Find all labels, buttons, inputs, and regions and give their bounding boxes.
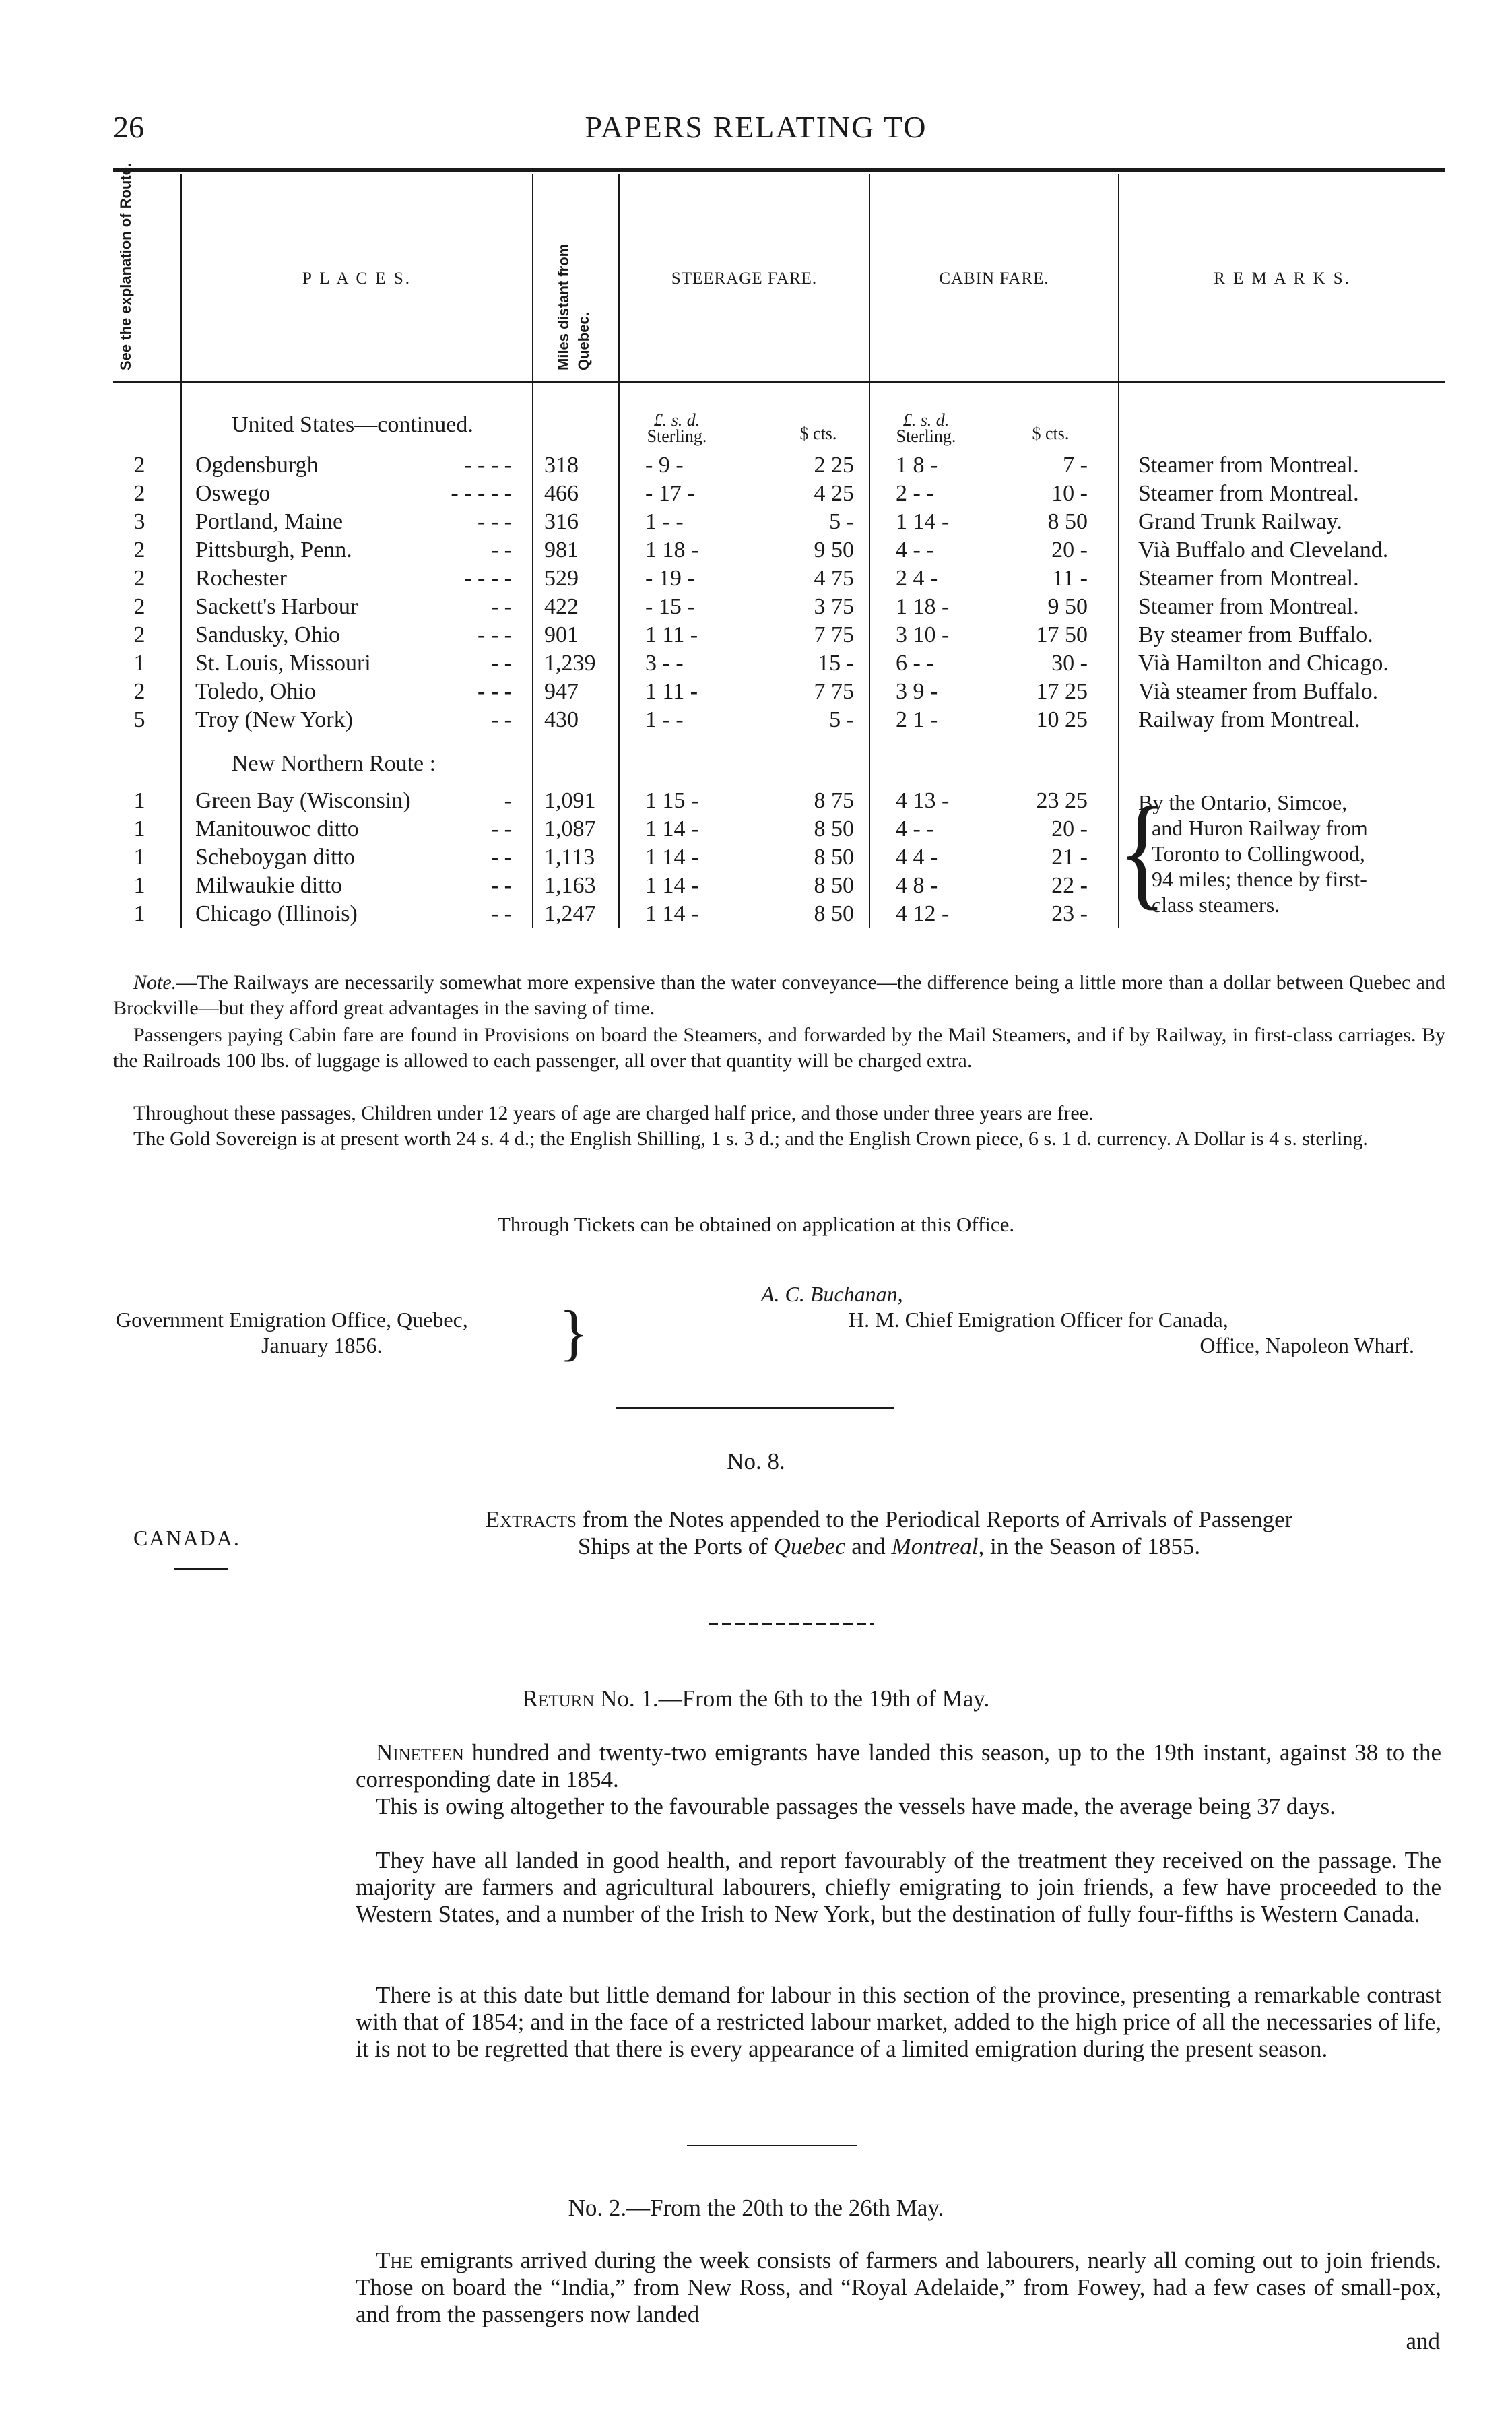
route-number: 2 (133, 622, 145, 647)
port-montreal: Montreal, (891, 1533, 985, 1559)
row-remark: Vià Buffalo and Cleveland. (1138, 538, 1389, 562)
cabin-sterling: 4 4 - (896, 845, 938, 870)
steerage-dollars: 3 75 (814, 594, 854, 619)
steerage-sterling: - 19 - (645, 566, 695, 591)
cabin-dollars: 30 - (1051, 651, 1088, 676)
miles-distance: 981 (544, 538, 579, 562)
cabin-dollars: 20 - (1051, 538, 1088, 562)
return-2-heading: No. 2.—From the 20th to the 26th May. (568, 2195, 944, 2221)
section-number: No. 8. (727, 1448, 785, 1475)
return-1-heading (0, 1685, 1512, 1712)
route-number: 3 (133, 509, 145, 534)
route-number: 2 (133, 481, 145, 506)
leader-dots: - - (490, 816, 512, 841)
cabin-dollars: 7 - (1063, 453, 1088, 478)
table-row (0, 538, 1512, 566)
steerage-dollars: 8 50 (814, 845, 854, 870)
steerage-sterling: 1 18 - (645, 538, 699, 562)
return-1-paragraph-4: There is at this date but little demand for labour in this section of the province, presenting a remarkable contrast with that of 1854; and in the face of a restricted labour market, added to the high price of all the necessaries of life, it is not to be regretted that there is every appearance of a limited emigration during the present season. (356, 1982, 1441, 2062)
margin-label-canada: CANADA. (133, 1526, 240, 1550)
return-1-paragraph-2: This is owing altogether to the favourable passages the vessels have made, the average being 37 days. (376, 1793, 1336, 1819)
steerage-sterling: 1 14 - (645, 816, 699, 841)
cabin-dollars: 21 - (1051, 845, 1088, 870)
steerage-sterling: 1 14 - (645, 873, 699, 898)
table-row (0, 509, 1512, 538)
steerage-dollars: 5 - (829, 509, 854, 534)
place-name: Rochester (195, 566, 287, 591)
cabin-sterling: 3 9 - (896, 679, 938, 704)
sterling-label: Sterling. (647, 426, 707, 446)
signatory (734, 1281, 1414, 1358)
remark-line: By the Ontario, Simcoe, (1138, 790, 1348, 814)
remark-line: Toronto to Collingwood, (1152, 841, 1365, 866)
cabin-dollars: 8 50 (1047, 509, 1088, 534)
cabin-sterling: 4 12 - (896, 901, 950, 926)
steerage-dollar-units: $ cts. (799, 424, 837, 443)
leader-dots: - - (490, 707, 512, 732)
cabin-sterling: 4 13 - (896, 788, 950, 813)
cabin-dollars: 10 - (1051, 481, 1088, 506)
table-row (0, 651, 1512, 679)
place-name: Troy (New York) (195, 707, 353, 732)
remark-line: and Huron Railway from (1152, 816, 1368, 840)
place-name: Sandusky, Ohio (195, 622, 341, 647)
cabin-dollars: 23 - (1051, 901, 1088, 926)
cabin-sterling: 1 14 - (896, 509, 950, 534)
table-row (0, 707, 1512, 736)
steerage-sterling: 1 15 - (645, 788, 699, 813)
section-rule (616, 1407, 894, 1409)
cabin-sterling: 6 - - (896, 651, 934, 676)
remarks-header: R E M A R K S. (1214, 269, 1351, 288)
cabin-sterling-units (882, 412, 970, 445)
miles-distance: 1,247 (544, 901, 596, 926)
note-text: —The Railways are necessarily somewhat more expensive than the water conveyance—the difference being a little more than a dollar between Quebec and Brockville—but they afford great advantages in the saving of time. (113, 971, 1445, 1019)
table-row (0, 622, 1512, 651)
place-name: Ogdensburgh (195, 453, 319, 478)
row-remark: Steamer from Montreal. (1138, 481, 1359, 506)
steerage-sterling-units (633, 412, 721, 445)
catchword: and (1406, 2328, 1440, 2354)
miles-distance: 1,163 (544, 873, 596, 898)
leader-dots: - - - - - (451, 481, 512, 506)
cabin-sterling: 2 4 - (896, 566, 938, 591)
remarks-brace: { (1118, 781, 1166, 922)
leader-dots: - (504, 788, 512, 813)
steerage-sterling: 1 14 - (645, 901, 699, 926)
section-title-united-states: United States—continued. (232, 412, 473, 437)
steerage-sterling: 1 - - (645, 707, 684, 732)
miles-distance: 318 (544, 453, 579, 478)
miles-header: Miles distant from Quebec. (555, 243, 592, 370)
steerage-dollars: 7 75 (814, 679, 854, 704)
cabin-sterling: 2 - - (896, 481, 934, 506)
extracts-word: Extracts (485, 1506, 577, 1532)
place-name: Oswego (195, 481, 271, 506)
place-name: Chicago (Illinois) (195, 901, 358, 926)
place-name: Scheboygan ditto (195, 845, 356, 870)
route-number: 1 (133, 816, 145, 841)
steerage-dollars: 5 - (829, 707, 854, 732)
steerage-dollars: 4 75 (814, 566, 854, 591)
row-remark: Steamer from Montreal. (1138, 566, 1359, 591)
page-number: 26 (113, 110, 144, 144)
route-number: 2 (133, 594, 145, 619)
place-name: Milwaukie ditto (195, 873, 343, 898)
cabin-dollars: 23 25 (1036, 788, 1088, 813)
leader-dots: - - - (478, 509, 512, 534)
place-name: Portland, Maine (195, 509, 343, 534)
section-rule (687, 2145, 857, 2146)
miles-distance: 430 (544, 707, 579, 732)
miles-distance: 947 (544, 679, 579, 704)
steerage-dollars: 4 25 (814, 481, 854, 506)
miles-distance: 316 (544, 509, 579, 534)
lead-word: The (376, 2247, 413, 2273)
return-1-title: No. 1.—From the 6th to the 19th of May. (600, 1685, 990, 1712)
steerage-sterling: 1 11 - (645, 622, 698, 647)
steerage-dollars: 2 25 (814, 453, 854, 478)
miles-distance: 422 (544, 594, 579, 619)
table-row (0, 453, 1512, 481)
leader-dots: - - (490, 538, 512, 562)
steerage-dollars: 9 50 (814, 538, 854, 562)
row-remark: Steamer from Montreal. (1138, 594, 1359, 619)
cabin-sterling: 1 18 - (896, 594, 950, 619)
header-rule (113, 168, 1445, 172)
return-1-paragraph-3: They have all landed in good health, and report favourably of the treatment they received on the passage. The majority are farmers and agricultural labourers, chiefly emigrating to join friends, a few have proceeded to the Western States, and a number of the Irish to New York, but the destination of fully four-fifths is Western Canada. (356, 1847, 1441, 1927)
extracts-text: from the Notes appended to the Periodical Reports of Arrivals of Passenger (582, 1506, 1293, 1532)
cabin-sterling: 3 10 - (896, 622, 950, 647)
place-name: Manitouwoc ditto (195, 816, 359, 841)
row-remark: Vià Hamilton and Chicago. (1138, 651, 1389, 676)
cabin-sterling: 4 8 - (896, 873, 938, 898)
steerage-dollars: 8 50 (814, 873, 854, 898)
cabin-dollars: 17 50 (1036, 622, 1088, 647)
table-header-rule (113, 381, 1445, 383)
running-head (0, 109, 1512, 150)
steerage-dollars: 7 75 (814, 622, 854, 647)
row-remark: Vià steamer from Buffalo. (1138, 679, 1379, 704)
place-name: St. Louis, Missouri (195, 651, 371, 676)
route-number: 2 (133, 566, 145, 591)
cabin-dollars: 11 - (1052, 566, 1088, 591)
route-number: 1 (133, 845, 145, 870)
place-name: Toledo, Ohio (195, 679, 316, 704)
row-remark: Steamer from Montreal. (1138, 453, 1359, 478)
row-remark: By steamer from Buffalo. (1138, 622, 1373, 647)
table-row (0, 566, 1512, 594)
place-name: Green Bay (Wisconsin) (195, 788, 411, 813)
miles-distance: 901 (544, 622, 579, 647)
signatory-office: Office, Napoleon Wharf. (1199, 1333, 1414, 1357)
route-number: 1 (133, 901, 145, 926)
lead-word: Nineteen (376, 1739, 464, 1766)
places-header: P L A C E S. (302, 269, 412, 288)
leader-dots: - - (490, 845, 512, 870)
miles-distance: 1,087 (544, 816, 596, 841)
office-brace: } (559, 1298, 589, 1367)
steerage-header: STEERAGE FARE. (671, 269, 818, 288)
leader-dots: - - (490, 594, 512, 619)
cabin-sterling: 1 8 - (896, 453, 938, 478)
route-number: 2 (133, 538, 145, 562)
return-1-paragraph-1: Nineteen hundred and twenty-two emigrants have landed this season, up to the 19th instant, against 38 to the corresponding date in 1854. (356, 1739, 1441, 1793)
steerage-dollars: 8 50 (814, 816, 854, 841)
steerage-sterling: - 15 - (645, 594, 695, 619)
leader-dots: - - (490, 873, 512, 898)
running-title: PAPERS RELATING TO (585, 110, 927, 144)
miles-distance: 529 (544, 566, 579, 591)
place-name: Pittsburgh, Penn. (195, 538, 352, 562)
remark-line: 94 miles; thence by first- (1152, 867, 1367, 891)
cabin-dollars: 22 - (1051, 873, 1088, 898)
leader-dots: - - - - (464, 566, 512, 591)
margin-label-rule (174, 1568, 228, 1570)
section-title-new-northern-route: New Northern Route : (232, 751, 436, 776)
note-gold: The Gold Sovereign is at present worth 24 s. 4 d.; the English Shilling, 1 s. 3 d.; and the English Crown piece, 6 s. 1 d. currency. A Dollar is 4 s. sterling. (133, 1128, 1368, 1150)
table-row (0, 594, 1512, 622)
extracts-heading (337, 1506, 1441, 1560)
steerage-sterling: 1 11 - (645, 679, 698, 704)
table-row (0, 679, 1512, 707)
note-railways (113, 970, 1445, 1021)
steerage-dollars: 8 75 (814, 788, 854, 813)
note-children: Throughout these passages, Children under 12 years of age are charged half price, and those under three years are free. (133, 1102, 1094, 1124)
miles-distance: 1,239 (544, 651, 596, 676)
pounds-label: £. s. d. (653, 410, 700, 430)
dashed-rule (709, 1623, 874, 1625)
leader-dots: - - (490, 901, 512, 926)
extracts-line-1 (337, 1506, 1441, 1533)
miles-distance: 1,091 (544, 788, 596, 813)
leader-dots: - - - (478, 679, 512, 704)
return-word: Return (522, 1685, 595, 1712)
route-header: See the explanation of Route. (117, 162, 134, 370)
cabin-dollars: 20 - (1051, 816, 1088, 841)
note-tickets: Through Tickets can be obtained on application at this Office. (497, 1213, 1015, 1236)
steerage-sterling: - 9 - (645, 453, 684, 478)
row-remark: Railway from Montreal. (1138, 707, 1360, 732)
miles-distance: 466 (544, 481, 579, 506)
route-number: 5 (133, 707, 145, 732)
steerage-sterling: 1 14 - (645, 845, 699, 870)
place-name: Sackett's Harbour (195, 594, 358, 619)
cabin-header: CABIN FARE. (939, 269, 1049, 288)
leader-dots: - - (490, 651, 512, 676)
route-number: 2 (133, 453, 145, 478)
miles-distance: 1,113 (544, 845, 595, 870)
cabin-sterling: 4 - - (896, 816, 934, 841)
port-quebec: Quebec (773, 1533, 846, 1559)
cabin-dollars: 17 25 (1036, 679, 1088, 704)
note-label: Note. (133, 971, 177, 994)
steerage-sterling: 1 - - (645, 509, 684, 534)
office-address (116, 1307, 468, 1358)
signatory-title: H. M. Chief Emigration Officer for Canada, (849, 1308, 1228, 1332)
cabin-dollars: 9 50 (1047, 594, 1088, 619)
office-date: January 1856. (261, 1333, 383, 1357)
office-line: Government Emigration Office, Quebec, (116, 1308, 468, 1332)
leader-dots: - - - (478, 622, 512, 647)
route-number: 1 (133, 651, 145, 676)
pounds-label: £. s. d. (902, 410, 950, 430)
steerage-sterling: - 17 - (645, 481, 695, 506)
cabin-sterling: 2 1 - (896, 707, 938, 732)
steerage-sterling: 3 - - (645, 651, 684, 676)
note-passengers: Passengers paying Cabin fare are found in Provisions on board the Steamers, and forwarded by the Mail Steamers, and if by Railway, in first-class carriages. By the Railroads 100 lbs. of luggage is allowed to each passenger, all over that quantity will be charged extra. (113, 1024, 1445, 1072)
route-number: 1 (133, 788, 145, 813)
extracts-line-2: Ships at the Ports of Quebec and Montreal, in the Season of 1855. (577, 1533, 1201, 1559)
steerage-dollars: 15 - (818, 651, 854, 676)
table-row (0, 481, 1512, 509)
route-number: 2 (133, 679, 145, 704)
cabin-dollars: 10 25 (1036, 707, 1088, 732)
signatory-name: A. C. Buchanan, (761, 1282, 903, 1306)
northern-route-remark (1138, 789, 1441, 917)
leader-dots: - - - - (464, 453, 512, 478)
row-remark: Grand Trunk Railway. (1138, 509, 1342, 534)
remark-line: class steamers. (1152, 893, 1280, 917)
return-2-paragraph-1: The emigrants arrived during the week consists of farmers and labourers, nearly all coming out to join friends. Those on board the “India,” from New Ross, and “Royal Adelaide,” from Fowey, had a few cases of small-pox, and from the passengers now landed (356, 2247, 1442, 2327)
route-number: 1 (133, 873, 145, 898)
sterling-label: Sterling. (896, 426, 956, 446)
cabin-dollar-units: $ cts. (1032, 424, 1070, 443)
steerage-dollars: 8 50 (814, 901, 854, 926)
cabin-sterling: 4 - - (896, 538, 934, 562)
